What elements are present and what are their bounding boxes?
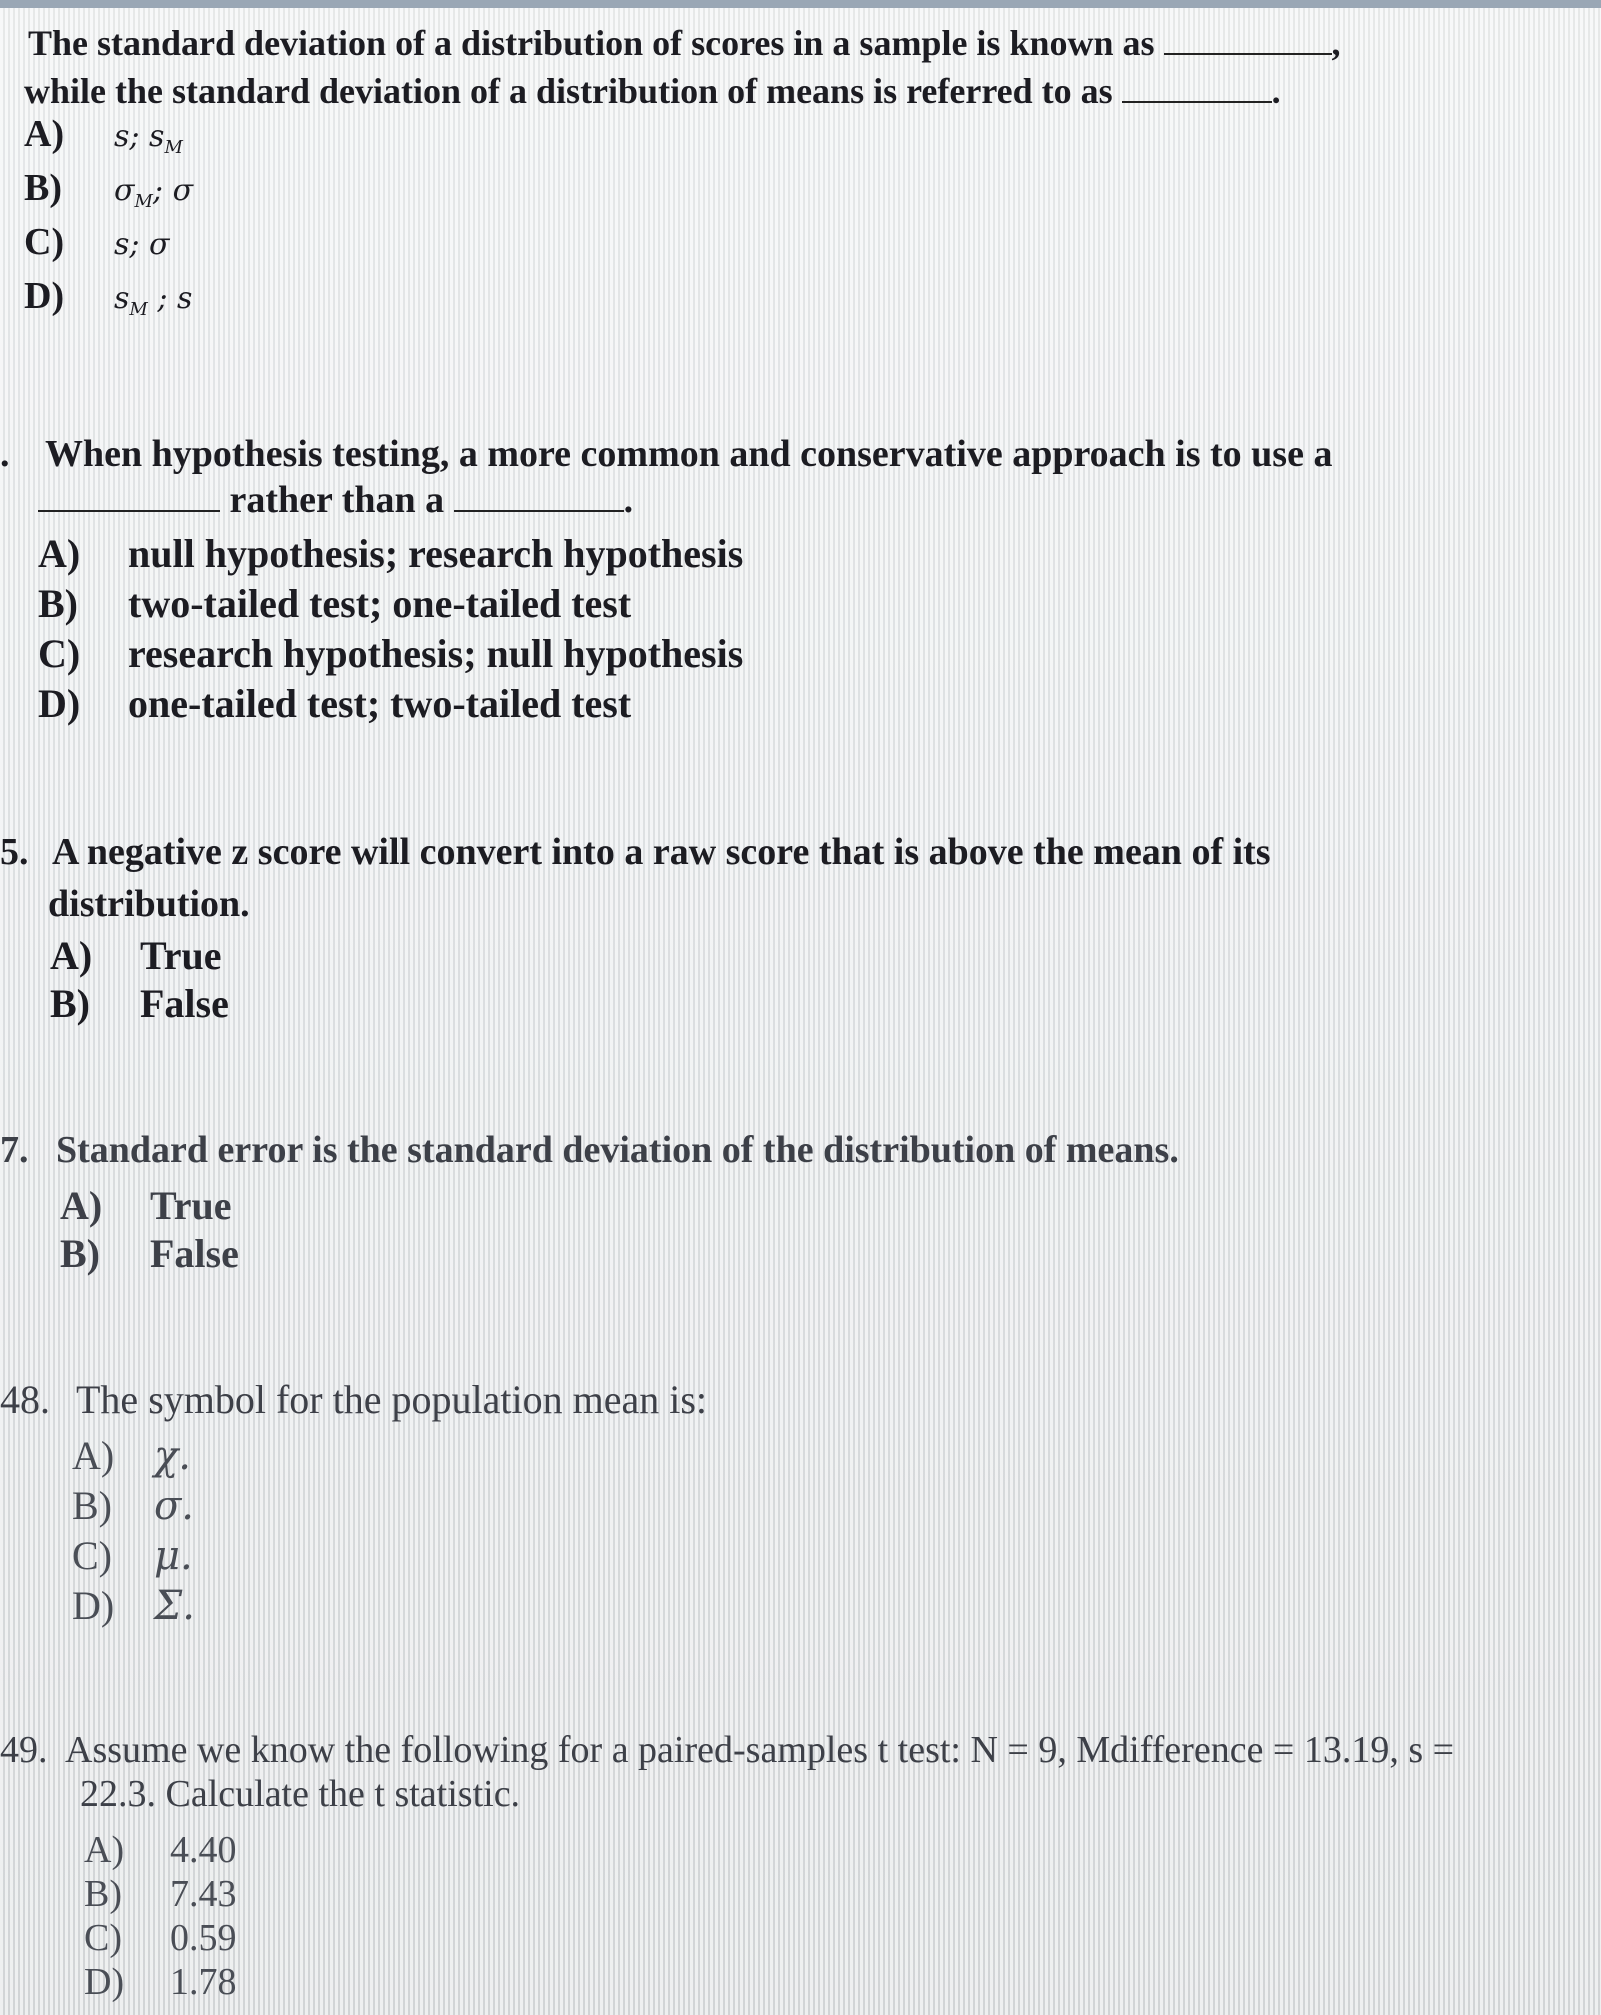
question-number: 49.: [0, 1729, 48, 1771]
question-number: 7.: [0, 1129, 29, 1171]
question-stem-line1: 48. The symbol for the population mean is:: [0, 1377, 707, 1422]
option-true[interactable]: A) True: [60, 1183, 232, 1228]
option-a[interactable]: A) 4.40: [84, 1829, 237, 1871]
option-false[interactable]: B) False: [60, 1231, 239, 1276]
answer-blank: [454, 510, 624, 512]
option-a[interactable]: A) null hypothesis; research hypothesis: [38, 531, 744, 576]
option-true[interactable]: A) True: [50, 933, 222, 978]
question-stem-line1: The standard deviation of a distribution of scores in a sample is known as ,: [28, 23, 1341, 63]
option-b[interactable]: B) two-tailed test; one-tailed test: [38, 581, 632, 626]
question-stem-line1: 5. A negative z score will convert into a raw score that is above the mean of its: [0, 831, 1271, 873]
option-d[interactable]: D) Σ.: [72, 1583, 195, 1629]
page-top-edge: [0, 0, 1601, 8]
option-b[interactable]: B) 7.43: [84, 1873, 237, 1915]
option-a[interactable]: A) s; $s_M$: [24, 113, 183, 158]
answer-blank: [1122, 101, 1272, 103]
question-stem-line1: 7. Standard error is the standard deviation of the distribution of means.: [0, 1129, 1179, 1171]
question-stem-line2: 22.3. Calculate the t statistic.: [80, 1773, 521, 1815]
option-c[interactable]: C) s; σ: [24, 221, 170, 263]
question-stem-line2: while the standard deviation of a distribution of means is referred to as .: [24, 71, 1281, 111]
question-stem-line1: . When hypothesis testing, a more common and conservative approach is to use a: [0, 433, 1333, 475]
option-false[interactable]: B) False: [50, 981, 229, 1026]
option-c[interactable]: C) 0.59: [84, 1917, 237, 1959]
option-d[interactable]: D) one-tailed test; two-tailed test: [38, 681, 632, 726]
option-d[interactable]: D) 1.78: [84, 1961, 237, 2003]
question-stem-line2: rather than a .: [38, 478, 633, 522]
answer-blank: [1164, 53, 1332, 55]
question-stem-line2: distribution.: [48, 883, 250, 925]
option-d[interactable]: D) $s_M$ ; s: [24, 275, 193, 320]
option-c[interactable]: C) research hypothesis; null hypothesis: [38, 631, 744, 676]
question-stem-line1: 49. Assume we know the following for a paired-samples t test: N = 9, Mdifference = 13.19, s =: [0, 1729, 1455, 1771]
question-number: 48.: [0, 1377, 50, 1422]
answer-blank: [38, 510, 220, 512]
option-b[interactable]: B) $\sigma_M$; σ: [24, 167, 194, 212]
option-c[interactable]: C) μ.: [72, 1533, 193, 1579]
question-number: 5.: [0, 831, 29, 873]
question-number: .: [0, 433, 10, 475]
option-a[interactable]: A) χ.: [72, 1433, 191, 1479]
option-b[interactable]: B) σ.: [72, 1483, 195, 1529]
